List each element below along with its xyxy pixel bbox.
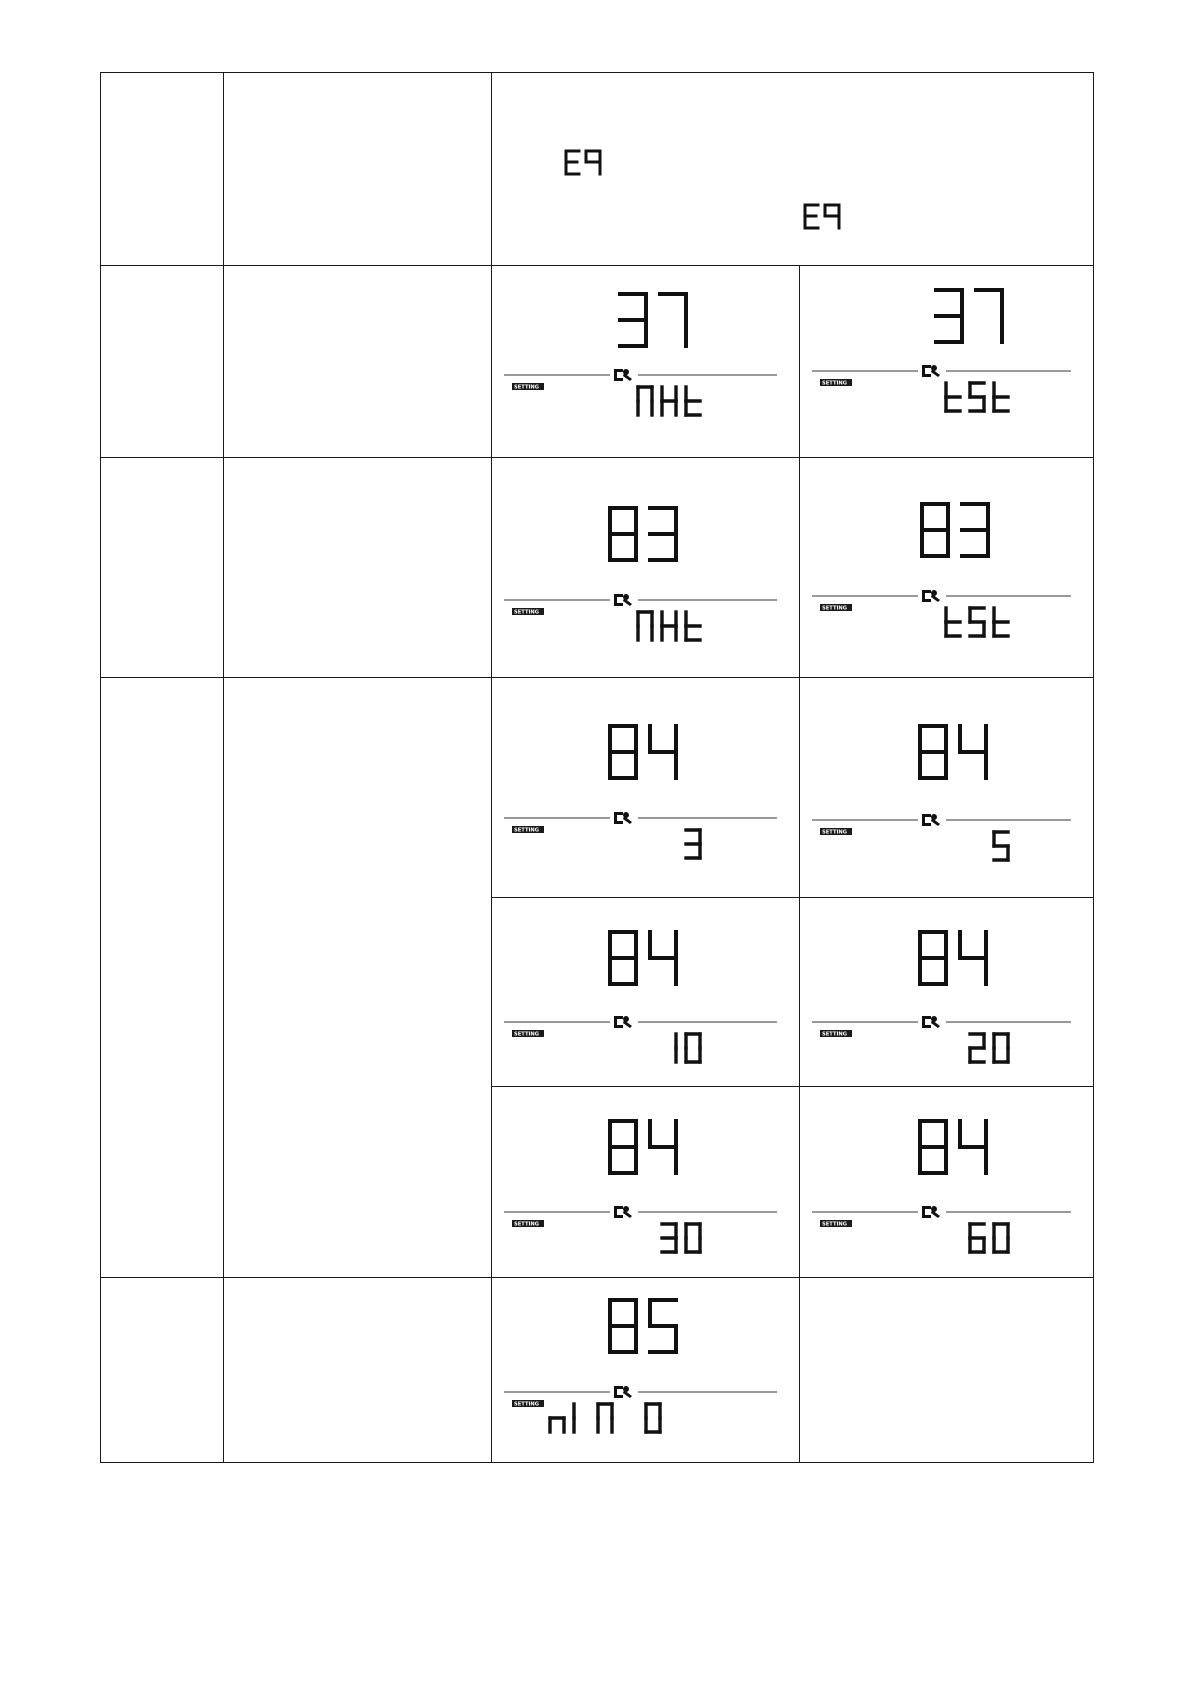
lcd-sub-value [946, 608, 1008, 636]
svg-text:SETTING: SETTING [514, 384, 540, 391]
svg-text:SETTING: SETTING [822, 1221, 848, 1228]
lcd-main-code [610, 932, 676, 984]
lcd-main-code [920, 726, 986, 778]
svg-text:SETTING: SETTING [514, 1221, 540, 1228]
settings-table [100, 72, 1094, 1463]
wrench-icon [922, 590, 940, 602]
wrench-icon [614, 1016, 632, 1028]
lcd-sub-value [638, 612, 700, 640]
svg-text:SETTING: SETTING [514, 609, 540, 616]
wrench-icon [614, 369, 632, 381]
table-border-left [100, 72, 101, 1463]
setting-tag [820, 1030, 852, 1038]
setting-tag [512, 826, 544, 834]
setting-tag [820, 604, 852, 612]
lcd-sub-value [970, 1224, 1008, 1252]
table-border-bottom [100, 1462, 1094, 1463]
table-border-top [100, 72, 1094, 73]
lcd-display-d83a [492, 458, 799, 677]
lcd-display-d84f [800, 1087, 1093, 1277]
svg-text:SETTING: SETTING [822, 605, 848, 612]
svg-text:SETTING: SETTING [822, 380, 848, 387]
lcd-main-code [610, 508, 676, 560]
lcd-sub-value [994, 832, 1008, 860]
wrench-icon [614, 594, 632, 606]
lcd-sub-value [550, 1404, 660, 1432]
table-border-right [1093, 72, 1094, 1463]
lcd-main-code [620, 294, 686, 346]
setting-tag [512, 383, 544, 391]
lcd-display-d37b [800, 266, 1093, 457]
svg-text:SETTING: SETTING [822, 829, 848, 836]
lcd-main-code [922, 504, 988, 556]
lcd-code-e9 [562, 148, 606, 178]
svg-text:SETTING: SETTING [514, 1031, 540, 1038]
lcd-sub-value [970, 1034, 1008, 1062]
lcd-display-d84c [492, 898, 799, 1086]
wrench-icon [922, 365, 940, 377]
wrench-icon [922, 1206, 940, 1218]
lcd-main-code [920, 1121, 986, 1173]
svg-text:SETTING: SETTING [514, 1401, 540, 1408]
lcd-main-code [610, 726, 676, 778]
setting-tag [820, 828, 852, 836]
lcd-sub-value [686, 830, 700, 858]
lcd-display-d84a [492, 678, 799, 897]
lcd-display-d84d [800, 898, 1093, 1086]
wrench-icon [922, 814, 940, 826]
wrench-icon [614, 1386, 632, 1398]
setting-tag [512, 1400, 544, 1408]
lcd-main-code [610, 1300, 676, 1352]
lcd-code-e9 [801, 202, 845, 232]
lcd-sub-value [676, 1034, 700, 1062]
setting-tag [512, 1220, 544, 1228]
setting-tag [820, 1220, 852, 1228]
lcd-sub-value [638, 387, 700, 415]
lcd-main-code [936, 290, 1002, 342]
lcd-display-d83b [800, 458, 1093, 677]
setting-tag [512, 608, 544, 616]
svg-text:SETTING: SETTING [822, 1031, 848, 1038]
lcd-main-code [920, 932, 986, 984]
wrench-icon [922, 1016, 940, 1028]
wrench-icon [614, 812, 632, 824]
setting-tag [512, 1030, 544, 1038]
lcd-display-d84e [492, 1087, 799, 1277]
lcd-display-d85a [492, 1278, 799, 1462]
svg-text:SETTING: SETTING [514, 827, 540, 834]
lcd-main-code [610, 1121, 676, 1173]
lcd-sub-value [662, 1224, 700, 1252]
setting-tag [820, 379, 852, 387]
lcd-display-d84b [800, 678, 1093, 897]
lcd-display-d37a [492, 266, 799, 457]
wrench-icon [614, 1206, 632, 1218]
column-divider [223, 72, 224, 1463]
lcd-sub-value [946, 383, 1008, 411]
